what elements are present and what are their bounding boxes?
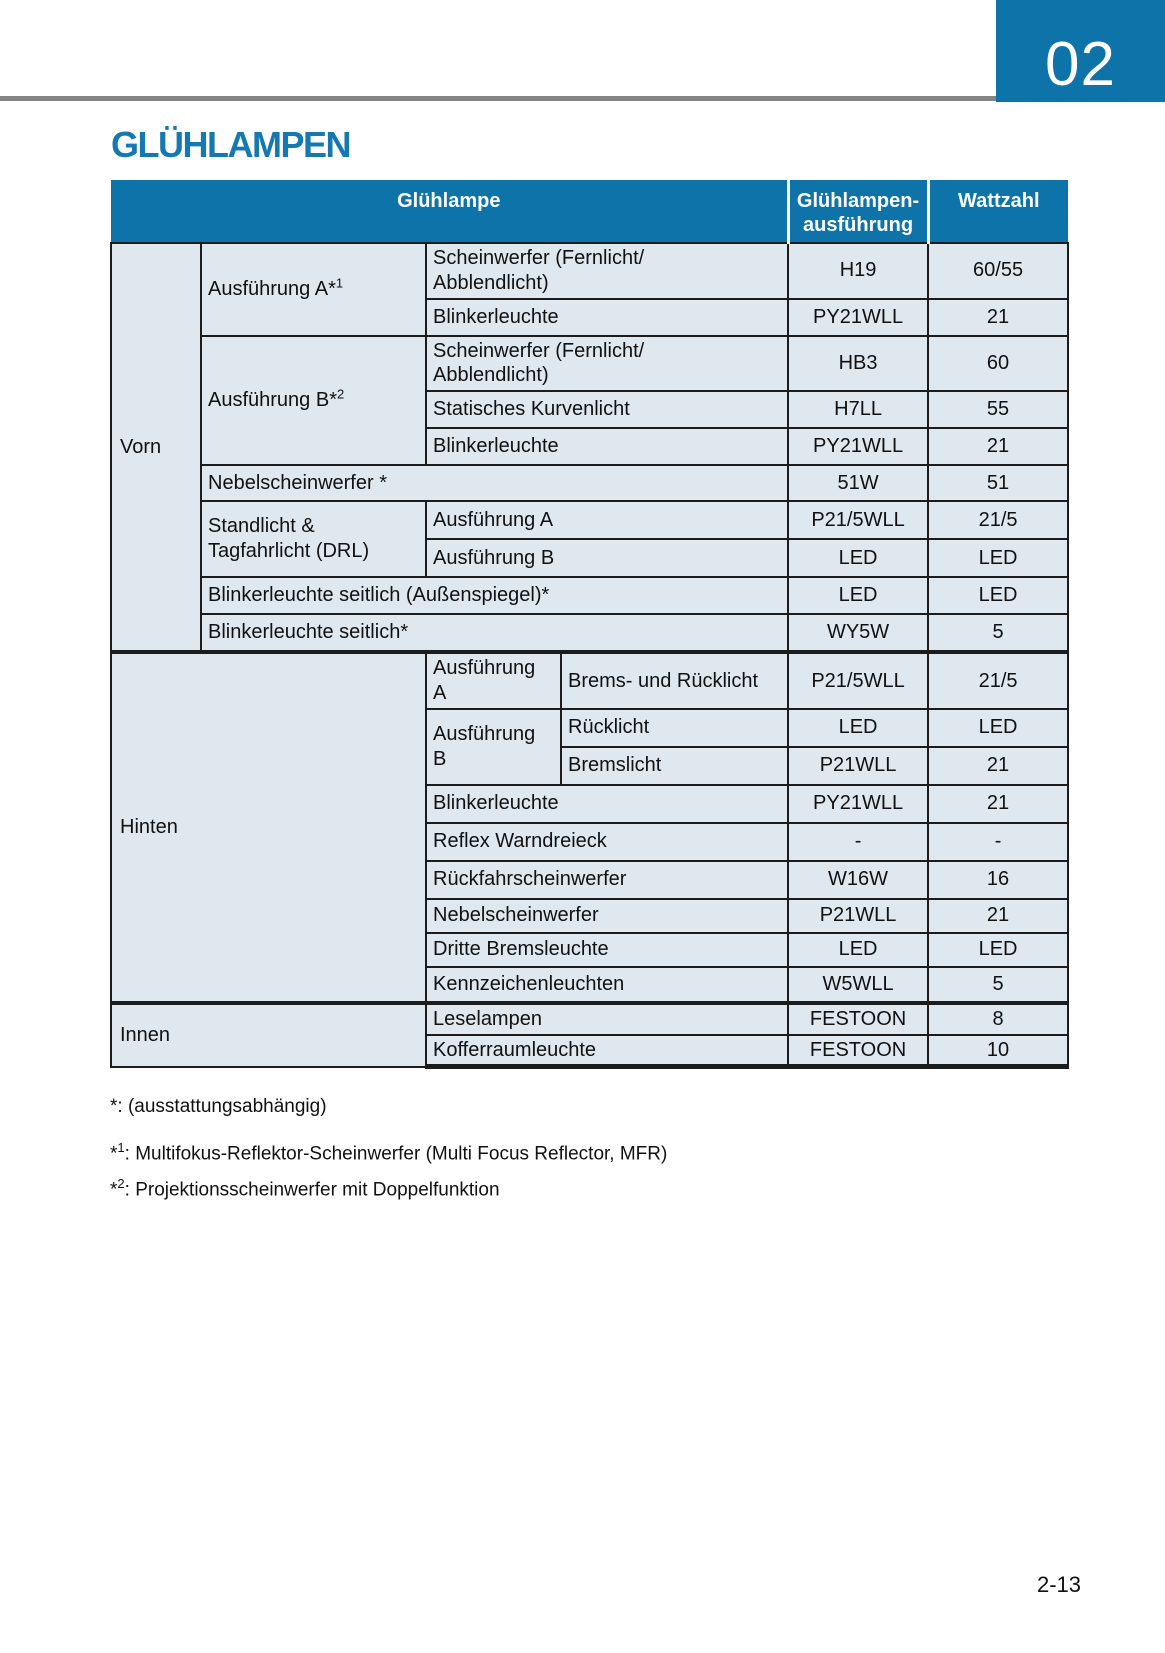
watt-cell: 51 — [928, 465, 1068, 501]
type-cell: FESTOON — [788, 1003, 928, 1035]
table-row — [111, 465, 1068, 501]
type-cell: P21/5WLL — [788, 501, 928, 539]
bulb-cell: Reflex Warndreieck — [426, 823, 788, 861]
bulb-cell: Kofferraumleuchte — [426, 1035, 788, 1067]
variant-cell: Ausführung B*$^2$ — [201, 336, 426, 466]
variant-cell: Ausführung B — [426, 709, 561, 785]
bulb-cell: Leselampen — [426, 1003, 788, 1035]
watt-cell: 8 — [928, 1003, 1068, 1035]
bulb-cell: Rücklicht — [561, 709, 788, 747]
type-cell: H19 — [788, 243, 928, 299]
variant-cell: Ausführung A — [426, 652, 561, 709]
bulb-cell: Nebelscheinwerfer * — [201, 465, 788, 501]
type-cell: W16W — [788, 861, 928, 899]
type-cell: 51W — [788, 465, 928, 501]
watt-cell: LED — [928, 539, 1068, 577]
type-cell: H7LL — [788, 391, 928, 428]
watt-cell: 21 — [928, 747, 1068, 785]
header-wattzahl: Wattzahl — [928, 180, 1068, 243]
bulb-cell: Scheinwerfer (Fernlicht/ Abblendlicht) — [426, 243, 788, 299]
watt-cell: LED — [928, 709, 1068, 747]
type-cell: LED — [788, 539, 928, 577]
watt-cell: 60 — [928, 336, 1068, 392]
watt-cell: 5 — [928, 967, 1068, 1003]
chapter-badge — [996, 0, 1165, 102]
table-header-row — [111, 180, 1068, 243]
bulb-cell: Scheinwerfer (Fernlicht/ Abblendlicht) — [426, 336, 788, 392]
header-divider — [0, 96, 996, 101]
watt-cell: 55 — [928, 391, 1068, 428]
table-row — [111, 1003, 1068, 1035]
header-gluhlampen-ausfuhrung: Glühlampen- ausführung — [788, 180, 928, 243]
type-cell: P21WLL — [788, 747, 928, 785]
bulb-cell: Nebelscheinwerfer — [426, 899, 788, 933]
type-cell: WY5W — [788, 614, 928, 652]
table-row — [111, 577, 1068, 614]
bulb-cell: Blinkerleuchte — [426, 785, 788, 823]
watt-cell: 16 — [928, 861, 1068, 899]
footnote-equipment: *: (ausstattungsabhängig) — [110, 1096, 327, 1117]
watt-cell: 21 — [928, 428, 1068, 465]
watt-cell: 21 — [928, 299, 1068, 336]
page-title: GLÜHLAMPEN — [111, 124, 350, 165]
type-cell: HB3 — [788, 336, 928, 392]
bulb-spec-table — [110, 180, 1069, 1069]
watt-cell: 10 — [928, 1035, 1068, 1067]
footnote-mfr: *$^1$: Multifokus-Reflektor-Scheinwerfer (Multi Focus Reflector, MFR) — [110, 1140, 668, 1165]
bulb-cell: Rückfahrscheinwerfer — [426, 861, 788, 899]
bulb-cell: Statisches Kurvenlicht — [426, 391, 788, 428]
type-cell: PY21WLL — [788, 785, 928, 823]
page-number: 2-13 — [1037, 1572, 1082, 1597]
table-row — [111, 336, 1068, 392]
watt-cell: 21/5 — [928, 652, 1068, 709]
watt-cell: 21 — [928, 899, 1068, 933]
watt-cell: LED — [928, 577, 1068, 614]
table-row — [111, 243, 1068, 299]
bulb-cell: Bremslicht — [561, 747, 788, 785]
watt-cell: 21 — [928, 785, 1068, 823]
bulb-cell: Blinkerleuchte — [426, 428, 788, 465]
bulb-cell: Ausführung A — [426, 501, 788, 539]
table-row — [111, 501, 1068, 539]
variant-cell: Ausführung A*$^1$ — [201, 243, 426, 336]
bulb-cell: Kennzeichenleuchten — [426, 967, 788, 1003]
type-cell: P21WLL — [788, 899, 928, 933]
type-cell: W5WLL — [788, 967, 928, 1003]
type-cell: PY21WLL — [788, 428, 928, 465]
watt-cell: 21/5 — [928, 501, 1068, 539]
type-cell: - — [788, 823, 928, 861]
section-label-vorn: Vorn — [111, 243, 201, 652]
watt-cell: - — [928, 823, 1068, 861]
bulb-cell: Blinkerleuchte — [426, 299, 788, 336]
variant-cell: Standlicht & Tagfahrlicht (DRL) — [201, 501, 426, 577]
bulb-cell: Ausführung B — [426, 539, 788, 577]
type-cell: PY21WLL — [788, 299, 928, 336]
type-cell: LED — [788, 933, 928, 967]
type-cell: P21/5WLL — [788, 652, 928, 709]
footnote-projection: *$^2$: Projektionsscheinwerfer mit Doppelfunktion — [110, 1176, 500, 1201]
bulb-cell: Dritte Bremsleuchte — [426, 933, 788, 967]
type-cell: LED — [788, 577, 928, 614]
type-cell: LED — [788, 709, 928, 747]
bulb-cell: Brems- und Rücklicht — [561, 652, 788, 709]
watt-cell: 5 — [928, 614, 1068, 652]
table-row — [111, 614, 1068, 652]
bulb-cell: Blinkerleuchte seitlich (Außenspiegel)* — [201, 577, 788, 614]
table-row — [111, 652, 1068, 709]
section-label-innen: Innen — [111, 1003, 426, 1067]
chapter-number: 02 — [1045, 30, 1116, 99]
type-cell: FESTOON — [788, 1035, 928, 1067]
watt-cell: LED — [928, 933, 1068, 967]
watt-cell: 60/55 — [928, 243, 1068, 299]
bulb-cell: Blinkerleuchte seitlich* — [201, 614, 788, 652]
header-gluhlampe: Glühlampe — [111, 180, 788, 243]
section-label-hinten: Hinten — [111, 652, 426, 1003]
